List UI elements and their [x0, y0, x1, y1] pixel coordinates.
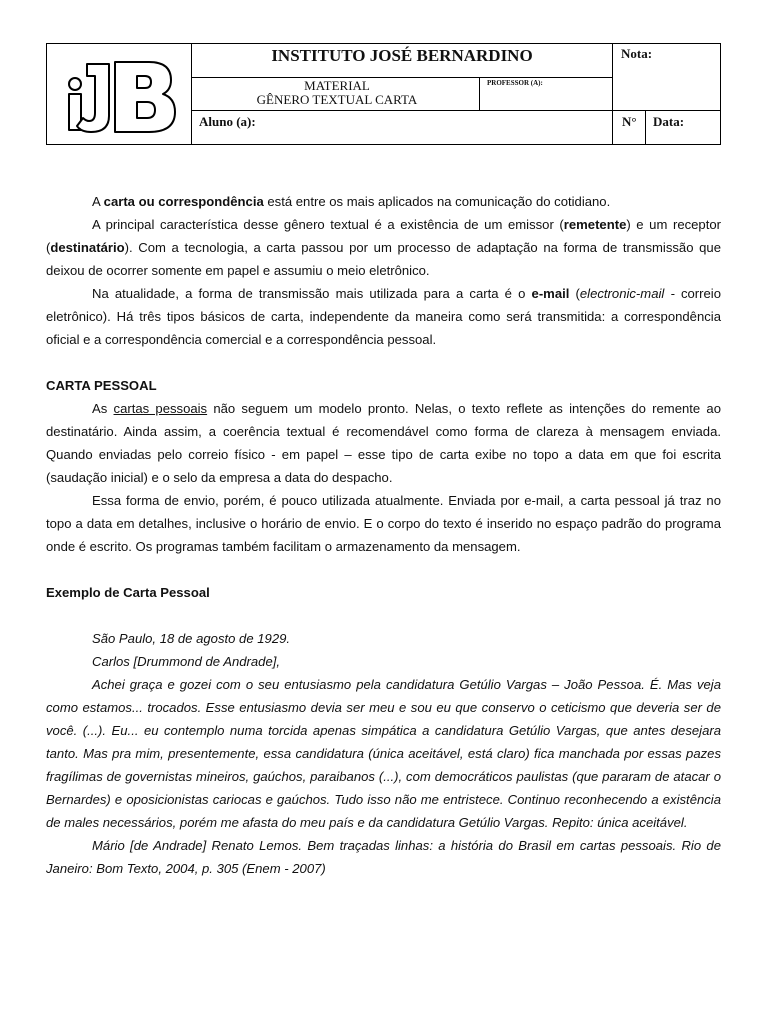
text-run: ( — [569, 286, 580, 301]
section-paragraph-2: Essa forma de envio, porém, é pouco utilizada atualmente. Enviada por e-mail, a carta pessoal já traz no topo a data em detalhes, inclusive o horário de envio. E o corpo do texto é inserido no espaço padrão do programa onde é escrito. Os programas também facilitam o armazenamento da mensagem. — [46, 493, 721, 554]
intro-paragraph-1 — [46, 190, 721, 213]
section-paragraph-1 — [46, 397, 721, 489]
data-label: Data: — [653, 114, 685, 129]
letter-date: São Paulo, 18 de agosto de 1929. — [92, 631, 291, 646]
institution-logo — [57, 54, 182, 136]
document-body — [46, 190, 721, 880]
institution-name: INSTITUTO JOSÉ BERNARDINO — [271, 46, 533, 65]
text-run: As — [92, 401, 114, 416]
letter-salutation: Carlos [Drummond de Andrade], — [92, 654, 281, 669]
intro-paragraph-2 — [46, 213, 721, 282]
bold-term: carta ou correspondência — [103, 194, 264, 209]
text-run: A principal característica desse gênero textual é a existência de um emissor ( — [92, 217, 564, 232]
header-table — [46, 43, 721, 145]
text-run: Na atualidade, a forma de transmissão mais utilizada para a carta é o — [92, 286, 532, 301]
bold-term: remetente — [563, 217, 627, 232]
text-run: A — [92, 194, 104, 209]
italic-term: electronic-mail - — [579, 286, 675, 301]
underlined-term: cartas pessoais — [113, 401, 208, 416]
material-title — [192, 79, 482, 107]
numero-label: N° — [622, 114, 637, 129]
bold-term: e-mail — [531, 286, 570, 301]
letter-source: Mário [de Andrade] Renato Lemos. Bem traçadas linhas: a história do Brasil em cartas pessoais. Rio de Janeiro: Bom Texto, 2004, p. 305 (Enem - 2007) — [46, 838, 721, 876]
text-run: ). Com a tecnologia, a carta passou por um processo de adaptação na forma de transmissão que deixou de ocorrer somente em papel e assumiu o meio eletrônico. — [46, 240, 721, 278]
aluno-label: Aluno (a): — [199, 114, 256, 129]
text-run: ) e um receptor ( — [46, 217, 721, 255]
intro-paragraph-3 — [46, 282, 721, 351]
example-heading: Exemplo de Carta Pessoal — [46, 585, 210, 600]
bold-term: destinatário — [50, 240, 125, 255]
section-heading: CARTA PESSOAL — [46, 378, 157, 393]
nota-label: Nota: — [621, 46, 653, 61]
material-line-2: GÊNERO TEXTUAL CARTA — [256, 92, 418, 107]
material-line-1: MATERIAL — [304, 78, 370, 93]
text-run: está entre os mais aplicados na comunicação do cotidiano. — [263, 194, 611, 209]
letter-body: Achei graça e gozei com o seu entusiasmo pela candidatura Getúlio Vargas – João Pessoa. É. Mas veja como estamos... trocados. Esse entusiasmo devia ser meu e sou eu que conservo o ceticismo que deveria ser de você. (...). Eu... eu contemplo numa torcida apenas simpática a candidatura Getúlio Vargas, que antes desejara tanto. Mas pra mim, presentemente, essa candidatura (única aceitável, está claro) fica manchada por essas pazes fragílimas de governistas mineiros, gaúchos, paraibanos (...), com democráticos paulistas (que pararam de atacar o Bernardes) e oposicionistas cariocas e gaúchos. Tudo isso não me entristece. Continuo reconhecendo a existência de males necessários, porém me afasta do meu país e da candidatura Getúlio Vargas. Repito: única aceitável. — [46, 677, 721, 830]
example-letter — [46, 627, 721, 880]
professor-label: PROFESSOR (A): — [487, 79, 543, 87]
text-run: correio eletrônico). Há três tipos básicos de carta, independente da maneira como será transmitida: a correspondência oficial e a correspondência comercial e a correspondência pessoal. — [46, 286, 721, 347]
text-run: não seguem um modelo pronto. Nelas, o texto reflete as intenções do remente ao destinatário. Ainda assim, a coerência textual é recomendável como forma de clareza à mensagem enviada. Quando enviadas pelo correio físico - em papel – esse tipo de carta exibe no topo a data em que foi escrita (saudação inicial) e o selo da empresa a data do despacho. — [46, 401, 721, 485]
